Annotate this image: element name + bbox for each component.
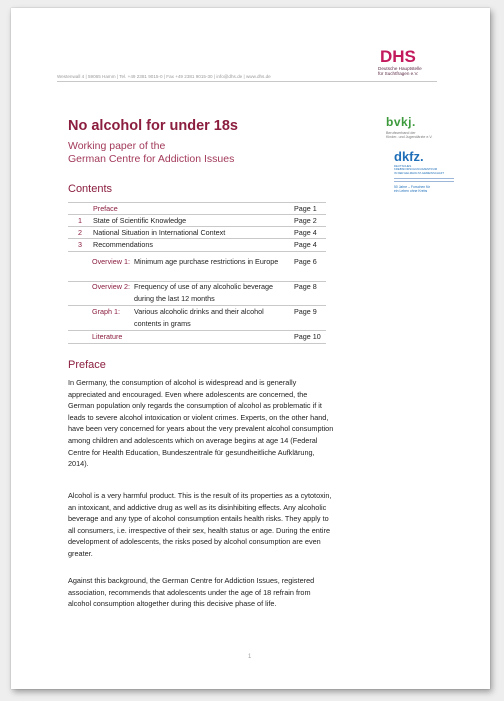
- bvkj-logo-line2: Kinder- und Jugendärzte e.V.: [386, 135, 433, 140]
- page-number: 1: [248, 654, 252, 660]
- toc-overview-label: Graph 1:: [92, 307, 120, 316]
- toc-overview-entry[interactable]: [68, 281, 326, 304]
- dhs-logo: [378, 49, 444, 77]
- document-title: No alcohol for under 18s: [68, 118, 238, 134]
- bvkj-logo: [386, 116, 456, 139]
- toc-overview-label: Overview 2:: [92, 282, 130, 291]
- header-divider: [57, 81, 437, 82]
- contents-heading: Contents: [68, 183, 113, 195]
- toc-literature-label: Literature: [92, 332, 123, 341]
- toc-overview-page: Page 8: [294, 282, 317, 291]
- preface-paragraph-1: In Germany, the consumption of alcohol is widespread and is generally appreciated and encouraged. Even where adolescents are concerned, the German population only regards the consumption of alcohol as problematic if it leads to severe alcohol intoxication or violent crimes. Experts, on the other hand, have been very concerned for years about the very prevalent alcohol consumption among children and adolescents which on average begins at age 14 (Federal Centre for Health Education, Bundeszentrale für gesundheitliche Aufklärung, 2014).: [68, 378, 334, 469]
- document-subtitle: [68, 140, 234, 165]
- preface-paragraph-2: Alcohol is a very harmful product. This is the result of its properties as a cytotoxin, an intoxicant, and addictive drug as well as its disinhibiting effects. Any alcoholic beverage and any type of alcohol consumption entails health risks. They apply to all consumers, i.e. irrespective of their sex, health status or age. During the entire development of adolescents, the risks posed by alcohol consumption are even greater.: [68, 491, 332, 558]
- toc-overview-entry[interactable]: [68, 306, 326, 329]
- preface-heading: Preface: [68, 359, 106, 371]
- toc-literature-page: Page 10: [294, 332, 321, 341]
- toc-divider: [68, 343, 326, 344]
- dhs-logo-word: DHS: [380, 47, 416, 66]
- dkfz-logo-line2: KREBSFORSCHUNGSZENTRUM: [394, 167, 438, 172]
- dkfz-logo-line1: DEUTSCHES: [394, 164, 412, 168]
- toc-literature-entry[interactable]: [68, 331, 326, 342]
- toc-entry-number: 1: [78, 216, 82, 225]
- toc-entry-label: National Situation in International Context: [93, 228, 226, 237]
- subtitle-line-1: Working paper of the: [68, 140, 166, 152]
- dkfz-logo: [394, 150, 454, 193]
- bvkj-logo-word: bvkj.: [386, 115, 416, 129]
- toc-entry[interactable]: [68, 203, 326, 214]
- dkfz-logo-stripes: [394, 178, 454, 182]
- toc-entry-label: State of Scientific Knowledge: [93, 216, 187, 225]
- toc-overview-label: Overview 1:: [92, 257, 130, 266]
- toc-entry[interactable]: [68, 227, 326, 238]
- toc-entry-number: 3: [78, 240, 82, 249]
- toc-entry-page: Page 1: [294, 204, 317, 213]
- toc-overview-text: Various alcoholic drinks and their alcohol contents in grams: [134, 307, 264, 328]
- dkfz-tagline-2: ein Leben ohne Krebs: [394, 189, 428, 194]
- preface-paragraph-3: Against this background, the German Centre for Addiction Issues, registered association, recommends that adolescents under the age of 18 refrain from alcohol consumption altogether during this decisive phase of life.: [68, 576, 315, 609]
- dkfz-logo-word: dkfz.: [394, 149, 424, 164]
- toc-entry-label: Preface: [93, 204, 118, 213]
- subtitle-line-2: German Centre for Addiction Issues: [68, 152, 235, 165]
- toc-overview-text: Minimum age purchase restrictions in Europe: [134, 257, 279, 266]
- toc-entry-page: Page 2: [294, 216, 317, 225]
- toc-overview-page: Page 9: [294, 307, 317, 316]
- toc-entry-page: Page 4: [294, 240, 317, 249]
- dkfz-tagline-1: 50 Jahre – Forschen für: [394, 185, 430, 190]
- toc-overview-text: Frequency of use of any alcoholic beverage during the last 12 months: [134, 282, 274, 303]
- toc-entry[interactable]: [68, 215, 326, 226]
- header-address: Westenwall 4 | 59065 Hamm | Tel. +49 2381 9015-0 | Fax +49 2381 9015-30 | info@dhs.de | www.dhs.de: [57, 74, 271, 79]
- toc-overview-entry[interactable]: [68, 256, 326, 279]
- bvkj-logo-line1: Berufsverband der: [386, 131, 416, 135]
- toc-entry[interactable]: [68, 239, 326, 250]
- dkfz-logo-line3: IN DER HELMHOLTZ-GEMEINSCHAFT: [394, 170, 445, 175]
- dhs-logo-line2: für Suchtfragen e.V.: [378, 71, 419, 77]
- toc-entry-page: Page 4: [294, 228, 317, 237]
- toc-entry-number: 2: [78, 228, 82, 237]
- dhs-logo-line1: Deutsche Hauptstelle: [378, 66, 422, 71]
- toc-overview-page: Page 6: [294, 257, 317, 266]
- toc-divider: [68, 251, 326, 252]
- toc-entry-label: Recommendations: [93, 240, 153, 249]
